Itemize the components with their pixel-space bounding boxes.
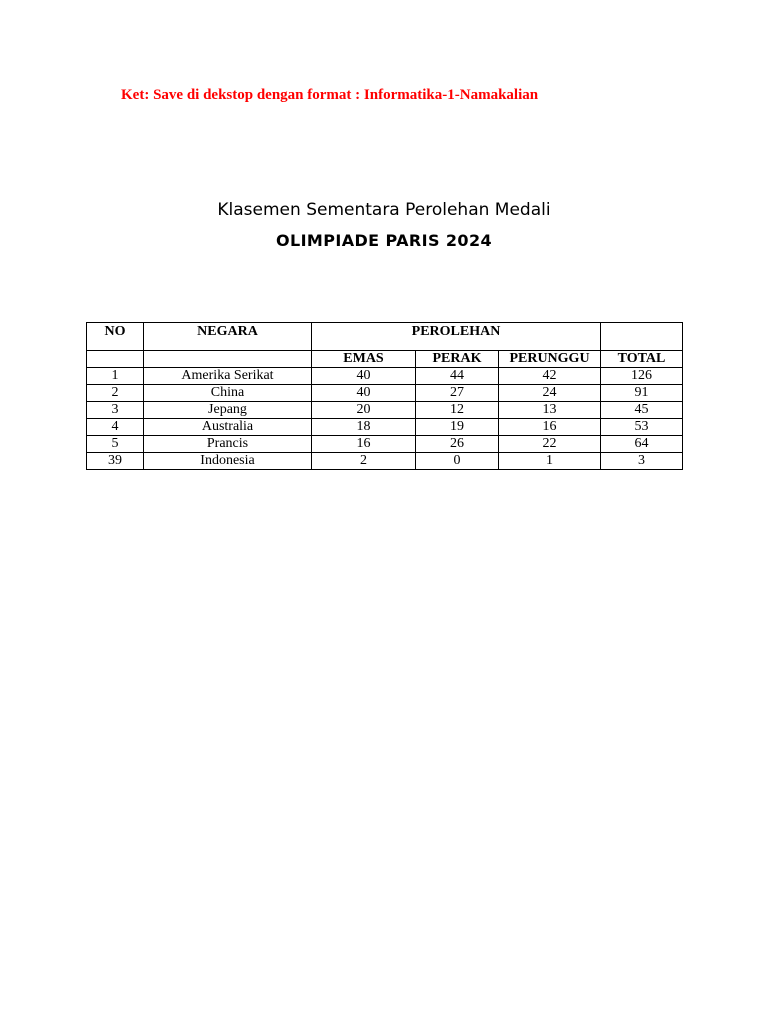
header-total: TOTAL xyxy=(601,351,683,368)
cell-silver: 44 xyxy=(416,368,499,385)
header-blank xyxy=(144,351,312,368)
cell-country: Indonesia xyxy=(144,453,312,470)
cell-no: 39 xyxy=(87,453,144,470)
cell-gold: 16 xyxy=(312,436,416,453)
table-row xyxy=(87,368,683,385)
document-title: Klasemen Sementara Perolehan Medali xyxy=(217,200,551,220)
cell-silver: 27 xyxy=(416,385,499,402)
cell-no: 4 xyxy=(87,419,144,436)
table-row xyxy=(87,402,683,419)
cell-total: 91 xyxy=(601,385,683,402)
cell-no: 1 xyxy=(87,368,144,385)
table-row xyxy=(87,436,683,453)
header-gold: EMAS xyxy=(312,351,416,368)
cell-gold: 2 xyxy=(312,453,416,470)
header-blank xyxy=(87,351,144,368)
cell-bronze: 1 xyxy=(499,453,601,470)
header-silver: PERAK xyxy=(416,351,499,368)
header-row-1 xyxy=(87,323,683,351)
cell-silver: 0 xyxy=(416,453,499,470)
cell-bronze: 42 xyxy=(499,368,601,385)
cell-country: Prancis xyxy=(144,436,312,453)
header-row-2 xyxy=(87,351,683,368)
header-country: NEGARA xyxy=(144,323,312,351)
cell-no: 2 xyxy=(87,385,144,402)
header-no: NO xyxy=(87,323,144,351)
cell-country: China xyxy=(144,385,312,402)
cell-no: 5 xyxy=(87,436,144,453)
cell-gold: 18 xyxy=(312,419,416,436)
table-row xyxy=(87,419,683,436)
cell-country: Jepang xyxy=(144,402,312,419)
header-bronze: PERUNGGU xyxy=(499,351,601,368)
cell-country: Australia xyxy=(144,419,312,436)
cell-silver: 26 xyxy=(416,436,499,453)
cell-bronze: 24 xyxy=(499,385,601,402)
header-medals-group: PEROLEHAN xyxy=(312,323,601,351)
cell-country: Amerika Serikat xyxy=(144,368,312,385)
cell-gold: 40 xyxy=(312,385,416,402)
cell-bronze: 16 xyxy=(499,419,601,436)
table-row xyxy=(87,385,683,402)
cell-total: 45 xyxy=(601,402,683,419)
header-blank xyxy=(601,323,683,351)
cell-silver: 12 xyxy=(416,402,499,419)
cell-gold: 20 xyxy=(312,402,416,419)
cell-bronze: 22 xyxy=(499,436,601,453)
cell-gold: 40 xyxy=(312,368,416,385)
cell-total: 126 xyxy=(601,368,683,385)
cell-silver: 19 xyxy=(416,419,499,436)
cell-total: 64 xyxy=(601,436,683,453)
cell-bronze: 13 xyxy=(499,402,601,419)
document-subtitle: OLIMPIADE PARIS 2024 xyxy=(275,231,493,250)
medal-table xyxy=(86,322,683,470)
table-row xyxy=(87,453,683,470)
cell-total: 53 xyxy=(601,419,683,436)
cell-total: 3 xyxy=(601,453,683,470)
cell-no: 3 xyxy=(87,402,144,419)
save-instruction-note: Ket: Save di dekstop dengan format : Informatika-1-Namakalian xyxy=(121,87,539,103)
